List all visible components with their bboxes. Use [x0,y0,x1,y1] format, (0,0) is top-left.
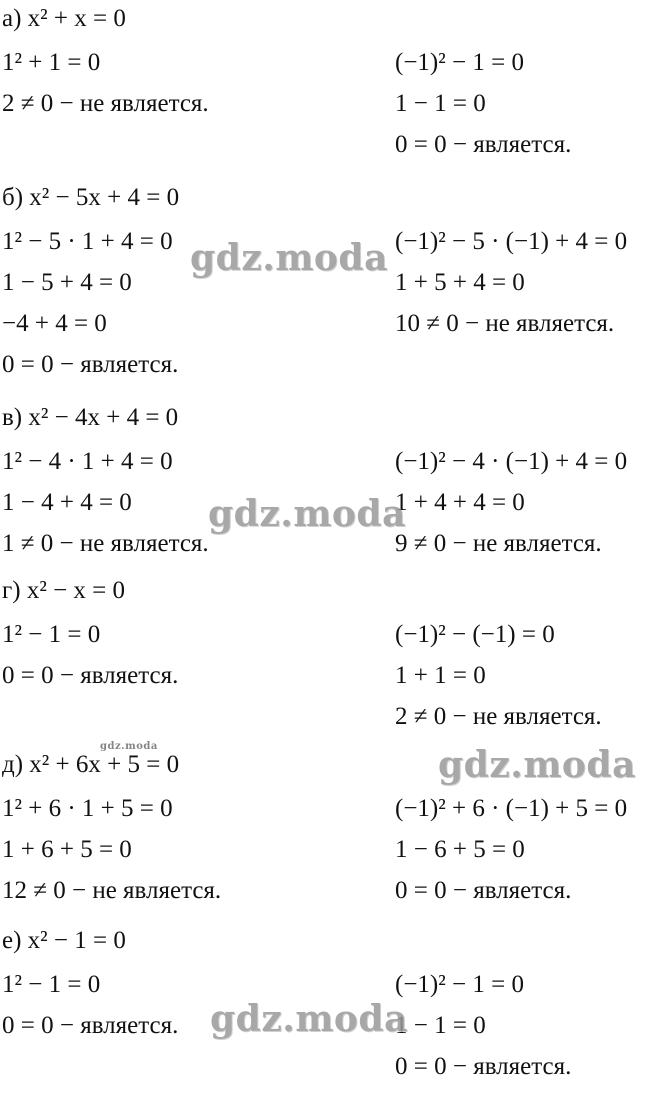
section-g-right-line-2: 1 + 1 = 0 [395,662,486,689]
section-v-left-line-2: 1 − 4 + 4 = 0 [2,489,132,516]
section-e-right-line-2: 1 − 1 = 0 [395,1012,486,1039]
section-d-right-line-3: 0 = 0 − является. [395,877,572,904]
section-g-left-line-2: 0 = 0 − является. [2,662,179,689]
section-g-left-line-1: 1² − 1 = 0 [2,621,101,648]
section-a-right-line-3: 0 = 0 − является. [395,131,572,158]
section-v-left-line-1: 1² − 4 · 1 + 4 = 0 [2,448,173,475]
section-v-right-line-1: (−1)² − 4 · (−1) + 4 = 0 [395,448,628,475]
watermark-small: gdz.moda [100,741,158,752]
section-d-left-line-2: 1 + 6 + 5 = 0 [2,836,132,863]
watermark: gdz.moda [438,744,636,786]
section-a-right-line-2: 1 − 1 = 0 [395,90,486,117]
section-a-right-line-1: (−1)² − 1 = 0 [395,49,524,76]
section-b-header: б) x² − 5x + 4 = 0 [2,184,180,211]
section-b-left-line-3: −4 + 4 = 0 [2,310,107,337]
section-d-header: д) x² + 6x + 5 = 0 [2,751,180,778]
section-d-right-line-1: (−1)² + 6 · (−1) + 5 = 0 [395,795,628,822]
section-g-right-line-3: 2 ≠ 0 − не является. [395,703,602,730]
section-b-left-line-1: 1² − 5 · 1 + 4 = 0 [2,228,173,255]
section-e-left-line-1: 1² − 1 = 0 [2,971,101,998]
section-e-right-line-3: 0 = 0 − является. [395,1053,572,1080]
section-g-right-line-1: (−1)² − (−1) = 0 [395,621,555,648]
section-v-header: в) x² − 4x + 4 = 0 [2,404,179,431]
section-a-left-line-2: 2 ≠ 0 − не является. [2,90,209,117]
section-d-left-line-1: 1² + 6 · 1 + 5 = 0 [2,795,173,822]
section-b-right-line-2: 1 + 5 + 4 = 0 [395,269,525,296]
section-g-header: г) x² − x = 0 [2,577,126,604]
section-a-left-line-1: 1² + 1 = 0 [2,49,101,76]
section-d-left-line-3: 12 ≠ 0 − не является. [2,877,222,904]
section-d-right-line-2: 1 − 6 + 5 = 0 [395,836,525,863]
section-e-right-line-1: (−1)² − 1 = 0 [395,971,524,998]
section-b-right-line-1: (−1)² − 5 · (−1) + 4 = 0 [395,228,628,255]
watermark: gdz.moda [210,998,408,1040]
section-v-left-line-3: 1 ≠ 0 − не является. [2,530,209,557]
watermark: gdz.moda [190,237,388,279]
section-b-left-line-2: 1 − 5 + 4 = 0 [2,269,132,296]
section-a-header: а) x² + x = 0 [2,5,126,32]
section-v-right-line-3: 9 ≠ 0 − не является. [395,530,602,557]
section-b-right-line-3: 10 ≠ 0 − не является. [395,310,615,337]
section-v-right-line-2: 1 + 4 + 4 = 0 [395,489,525,516]
section-b-left-line-4: 0 = 0 − является. [2,351,179,378]
section-e-left-line-2: 0 = 0 − является. [2,1012,179,1039]
section-e-header: е) x² − 1 = 0 [2,927,126,954]
watermark: gdz.moda [208,493,406,535]
